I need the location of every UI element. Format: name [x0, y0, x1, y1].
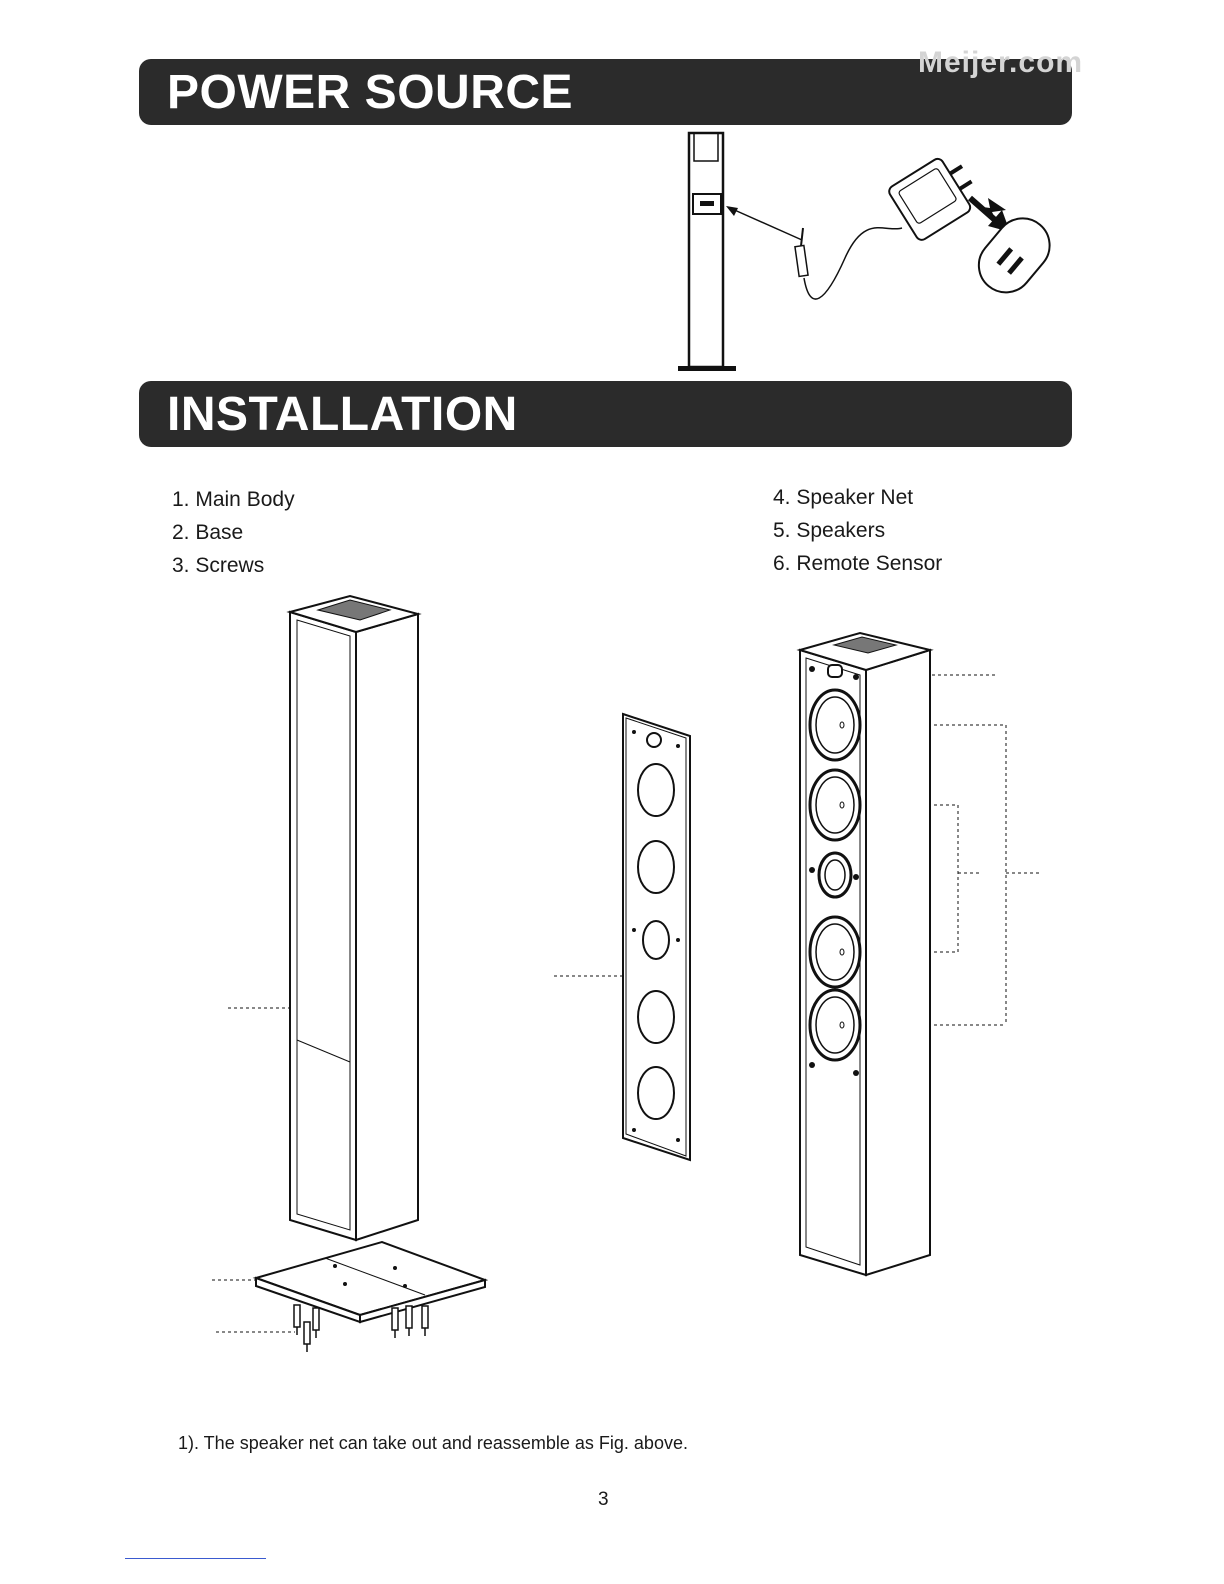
part-item: 1. Main Body	[172, 488, 295, 511]
main-body-illustration	[200, 590, 500, 1360]
part-item: 4. Speaker Net	[773, 486, 914, 509]
footer-rule	[125, 1558, 266, 1559]
parts-list-right	[773, 481, 942, 580]
power-source-title: POWER SOURCE	[167, 66, 574, 119]
watermark: Meijer.com	[918, 46, 1084, 79]
power-connection-illustration	[670, 128, 1070, 378]
speaker-net-illustration	[550, 700, 700, 1170]
part-item: 2. Base	[172, 521, 244, 544]
part-item: 3. Screws	[172, 554, 265, 577]
installation-header	[139, 381, 1072, 447]
assembly-note: 1). The speaker net can take out and reassemble as Fig. above.	[178, 1433, 688, 1453]
assembled-tower-illustration	[790, 625, 1050, 1285]
part-item: 6. Remote Sensor	[773, 552, 943, 575]
parts-list-left	[172, 483, 295, 582]
part-item: 5. Speakers	[773, 519, 886, 542]
page-number: 3	[598, 1489, 609, 1510]
installation-title: INSTALLATION	[167, 388, 518, 441]
